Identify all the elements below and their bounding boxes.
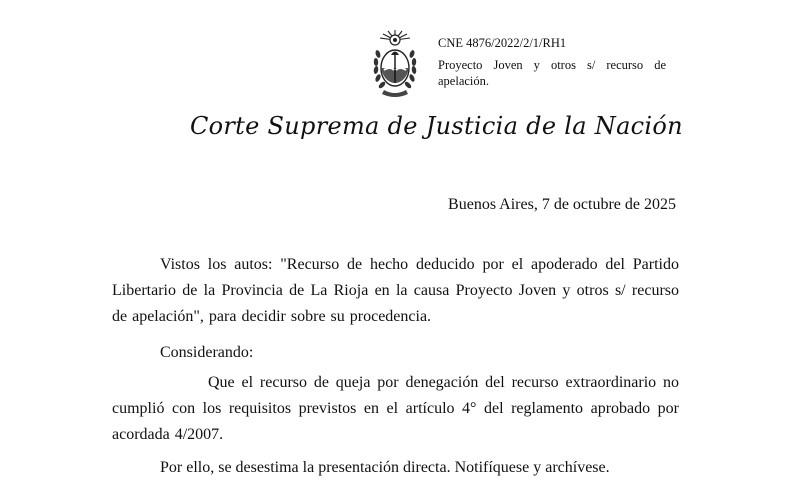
paragraph-vistos <box>112 252 679 330</box>
paragraph-considerando-body <box>112 370 679 448</box>
paragraph-text: Por ello, se desestima la presentación directa. Notifíquese y archívese. <box>160 459 610 476</box>
case-header <box>438 35 666 89</box>
court-name-heading: Corte Suprema de Justicia de la Nación <box>190 112 683 140</box>
paragraph-resolution <box>112 455 679 481</box>
case-number: CNE 4876/2022/2/1/RH1 <box>438 36 567 50</box>
date-line: Buenos Aires, 7 de octubre de 2025 <box>448 196 676 213</box>
paragraph-text: Vistos los autos: "Recurso de hecho deducido por el apoderado del Partido Libertario de la Provincia de La Rioja en la causa Proyecto Joven y otros s/ recurso de apelación", para decidir sobre su procedencia. <box>112 256 679 325</box>
paragraph-text: Que el recurso de queja por denegación del recurso extraordinario no cumplió con los requisitos previstos en el artículo 4° del reglamento aprobado por acordada 4/2007. <box>112 374 679 443</box>
paragraph-considerando <box>112 340 679 366</box>
coat-of-arms-icon <box>372 28 418 102</box>
paragraph-text: Considerando: <box>160 344 254 361</box>
case-caption: Proyecto Joven y otros s/ recurso de apelación. <box>438 58 666 88</box>
